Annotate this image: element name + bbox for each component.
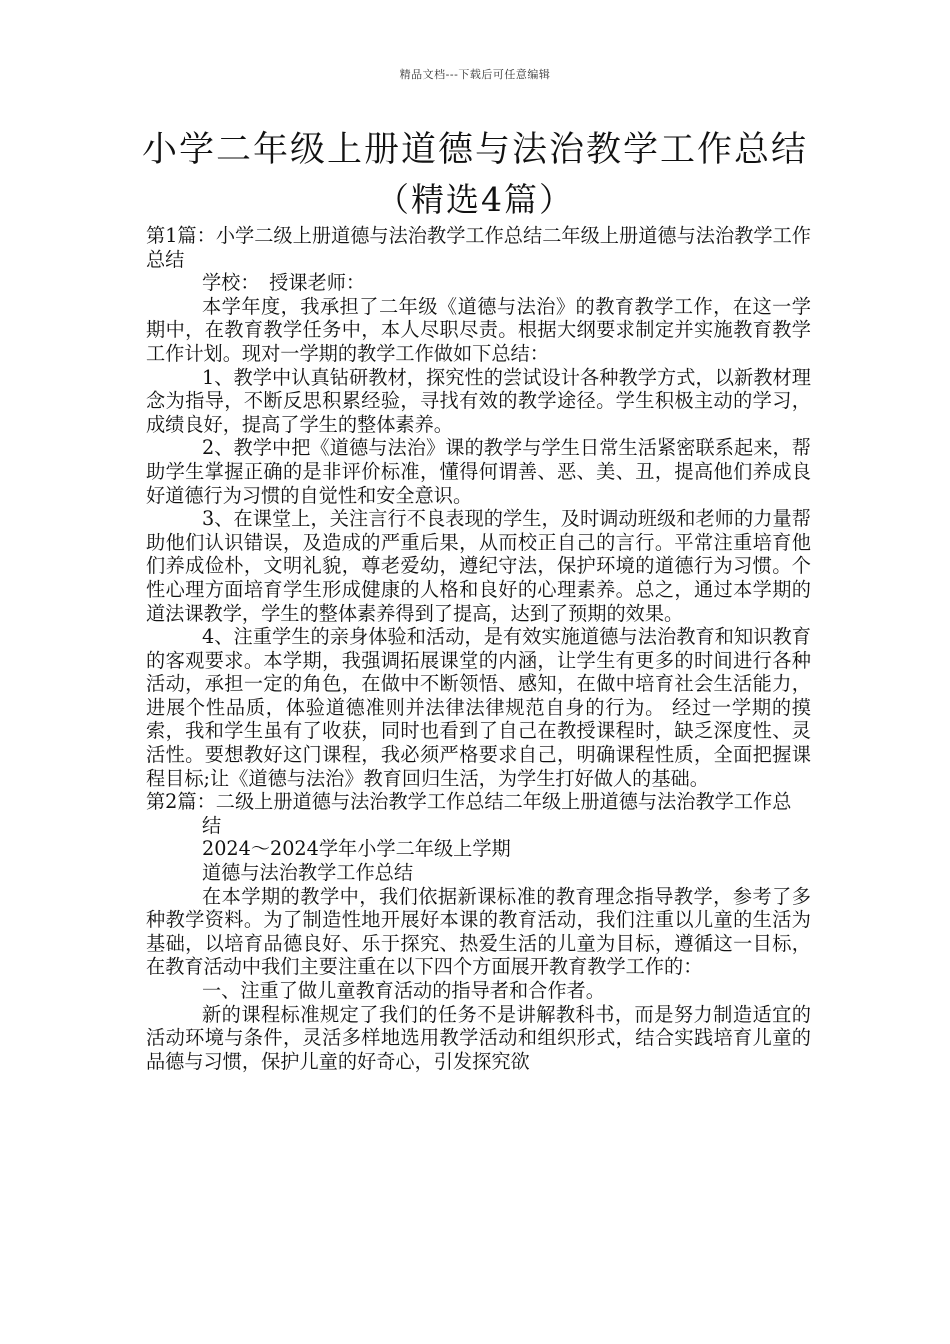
body-paragraph: 2、教学中把《道德与法治》课的教学与学生日常生活紧密联系起来，帮助学生掌握正确的是非评价标准，懂得何谓善、恶、美、丑，提高他们养成良好道德行为习惯的自觉性和安全意识。: [146, 436, 811, 507]
section-heading: 一、注重了做儿童教育活动的指导者和合作者。: [202, 979, 605, 1002]
school-year-line: 2024～2024学年小学二年级上学期: [202, 837, 511, 861]
article-2-heading-continued: 结: [202, 813, 222, 837]
document-title: 小学二年级上册道德与法治教学工作总结: [141, 130, 808, 170]
article-2-heading: 第2篇：二级上册道德与法治教学工作总结二年级上册道德与法治教学工作总: [146, 790, 792, 814]
body-paragraph: 4、注重学生的亲身体验和活动，是有效实施道德与法治教育和知识教育的客观要求。本学期，我强调拓展课堂的内涵，让学生有更多的时间进行各种活动，承担一定的角色，在做中不断领悟、感知，在做中培育社会生活能力，进展个性品质，体验道德准则并法律法律规范自身的行为。 经过一学期的摸索，我和学生虽有了收获，同时也看到了自己在教授课程时，缺乏深度性、灵活性。要想教好这门课程，我必须严格要求自己，明确课程性质，全面把握课程目标;让《道德与法治》教育回归生活，为学生打好做人的基础。: [146, 625, 811, 790]
article-1-heading: 第1篇：小学二级上册道德与法治教学工作总结二年级上册道德与法治教学工作总结: [146, 224, 811, 271]
summary-subtitle-line: 道德与法治教学工作总结: [202, 861, 414, 885]
body-paragraph: 3、在课堂上，关注言行不良表现的学生，及时调动班级和老师的力量帮助他们认识错误，及造成的严重后果，从而校正自己的言行。平常注重培育他们养成俭朴，文明礼貌，尊老爱幼，遵纪守法，保护环境的道德行为习惯。个性心理方面培育学生形成健康的人格和良好的心理素养。总之，通过本学期的道法课教学，学生的整体素养得到了提高，达到了预期的效果。: [146, 507, 811, 625]
body-paragraph: 新的课程标准规定了我们的任务不是讲解教科书，而是努力制造适宜的活动环境与条件，灵活多样地选用教学活动和组织形式，结合实践培育儿童的品德与习惯，保护儿童的好奇心，引发探究欲: [146, 1002, 811, 1073]
document-subtitle: （精选4篇）: [376, 180, 574, 219]
school-teacher-line: 学校： 授课老师：: [202, 271, 366, 295]
body-paragraph: 1、教学中认真钻研教材，探究性的尝试设计各种教学方式，以新教材理念为指导，不断反思积累经验，寻找有效的教学途径。学生积极主动的学习，成绩良好，提高了学生的整体素养。: [146, 365, 811, 436]
header-note: 精品文档---下载后可任意编辑: [399, 68, 551, 81]
body-paragraph: 本学年度，我承担了二年级《道德与法治》的教育教学工作，在这一学期中，在教育教学任务中，本人尽职尽责。根据大纲要求制定并实施教育教学工作计划。现对一学期的教学工作做如下总结：: [146, 294, 811, 365]
document-body: [146, 224, 811, 1073]
body-paragraph: 在本学期的教学中，我们依据新课标准的教育理念指导教学，参考了多种教学资料。为了制造性地开展好本课的教育活动，我们注重以儿童的生活为基础，以培育品德良好、乐于探究、热爱生活的儿童为目标，遵循这一目标，在教育活动中我们主要注重在以下四个方面展开教育教学工作的：: [146, 884, 811, 979]
